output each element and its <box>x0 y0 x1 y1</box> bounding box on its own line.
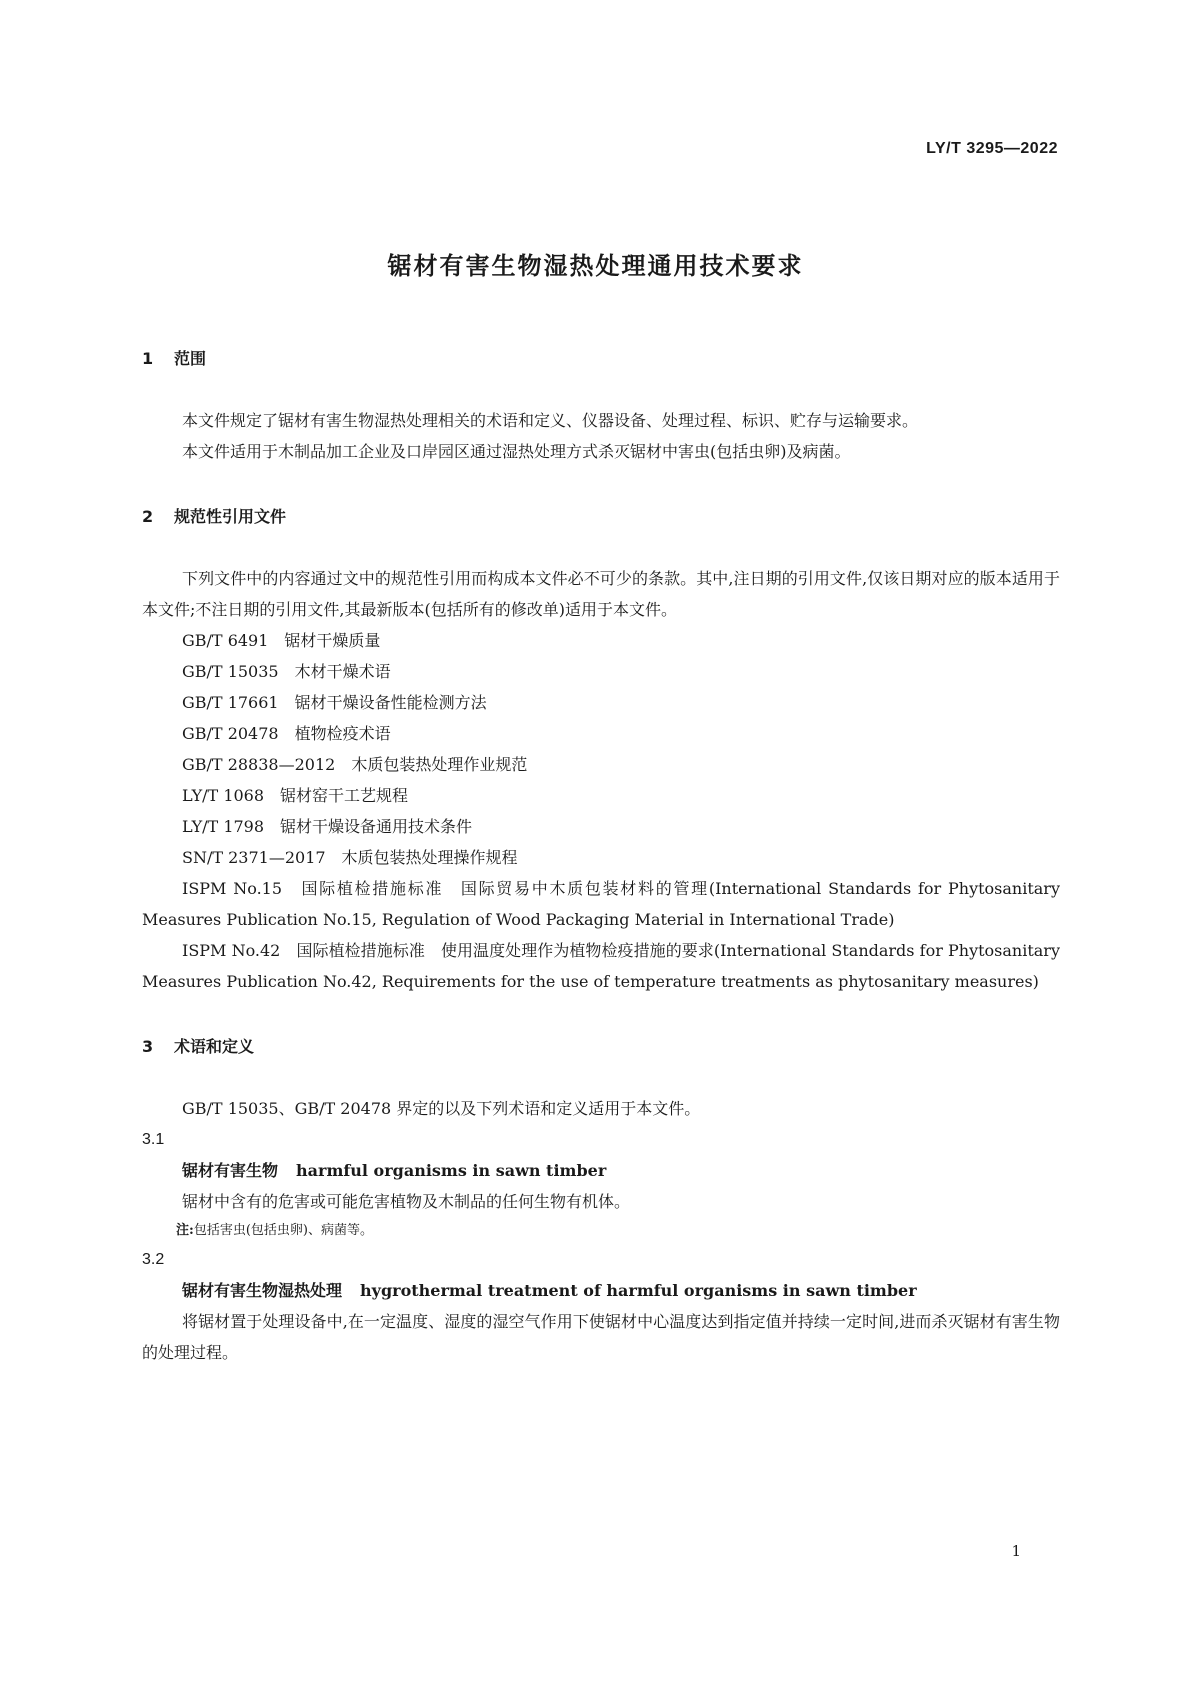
terms-intro: GB/T 15035、GB/T 20478 界定的以及下列术语和定义适用于本文件。 <box>182 1099 701 1118</box>
term-name-en: harmful organisms in sawn timber <box>296 1161 607 1180</box>
scope-paragraph: 本文件规定了锯材有害生物湿热处理相关的术语和定义、仪器设备、处理过程、标识、贮存与运输要求。 <box>182 411 919 430</box>
reference-item: LY/T 1068 锯材窑干工艺规程 <box>182 786 409 805</box>
term-name-cn: 锯材有害生物 <box>182 1161 279 1180</box>
reference-item: GB/T 6491 锯材干燥质量 <box>182 631 381 650</box>
reference-item: SN/T 2371—2017 木质包装热处理操作规程 <box>182 848 518 867</box>
reference-ispm42: ISPM No.42 国际植检措施标准 使用温度处理作为植物检疫措施的要求(International Standards for Phytosanitary Measures Publication No.42, Requirements for the use of temperature treatments as phytosanitary measures) <box>142 941 1060 991</box>
term-number: 3.2 <box>142 1251 165 1268</box>
scope-paragraph: 本文件适用于木制品加工企业及口岸园区通过湿热处理方式杀灭锯材中害虫(包括虫卵)及病菌。 <box>182 442 851 461</box>
section-title: 范围 <box>174 349 207 368</box>
reference-item: GB/T 15035 木材干燥术语 <box>182 662 391 681</box>
section-number: 3 <box>142 1037 154 1056</box>
section-heading-terms <box>142 1034 1060 1057</box>
section-heading-scope <box>142 346 1060 369</box>
section-number: 2 <box>142 507 154 526</box>
term-definition: 锯材中含有的危害或可能危害植物及木制品的任何生物有机体。 <box>182 1192 631 1211</box>
note-label: 注: <box>176 1223 194 1238</box>
term-name-en: hygrothermal treatment of harmful organisms in sawn timber <box>360 1281 917 1300</box>
page-number: 1 <box>1011 1542 1021 1560</box>
section-heading-normative-references <box>142 504 1060 527</box>
reference-item: GB/T 20478 植物检疫术语 <box>182 724 391 743</box>
note-text: 包括害虫(包括虫卵)、病菌等。 <box>193 1223 373 1238</box>
term-name <box>142 1275 1060 1306</box>
term-definition: 将锯材置于处理设备中,在一定温度、湿度的湿空气作用下使锯材中心温度达到指定值并持续一定时间,进而杀灭锯材有害生物的处理过程。 <box>142 1312 1060 1362</box>
reference-item: GB/T 17661 锯材干燥设备性能检测方法 <box>182 693 487 712</box>
reference-ispm15: ISPM No.15 国际植检措施标准 国际贸易中木质包装材料的管理(International Standards for Phytosanitary Measures Publication No.15, Regulation of Wood Packaging Material in International Trade) <box>142 879 1060 929</box>
document-body <box>142 346 1060 1368</box>
document-title: 锯材有害生物湿热处理通用技术要求 <box>387 252 804 280</box>
term-number: 3.1 <box>142 1131 165 1148</box>
section-number: 1 <box>142 349 154 368</box>
section-title: 规范性引用文件 <box>174 507 287 526</box>
term-name <box>142 1155 1060 1186</box>
references-intro: 下列文件中的内容通过文中的规范性引用而构成本文件必不可少的条款。其中,注日期的引用文件,仅该日期对应的版本适用于本文件;不注日期的引用文件,其最新版本(包括所有的修改单)适用于本文件。 <box>142 569 1060 619</box>
reference-item: LY/T 1798 锯材干燥设备通用技术条件 <box>182 817 473 836</box>
section-title: 术语和定义 <box>174 1037 255 1056</box>
standard-code: LY/T 3295—2022 <box>926 140 1058 157</box>
term-name-cn: 锯材有害生物湿热处理 <box>182 1281 343 1300</box>
term-note <box>142 1217 1060 1244</box>
reference-item: GB/T 28838—2012 木质包装热处理作业规范 <box>182 755 528 774</box>
